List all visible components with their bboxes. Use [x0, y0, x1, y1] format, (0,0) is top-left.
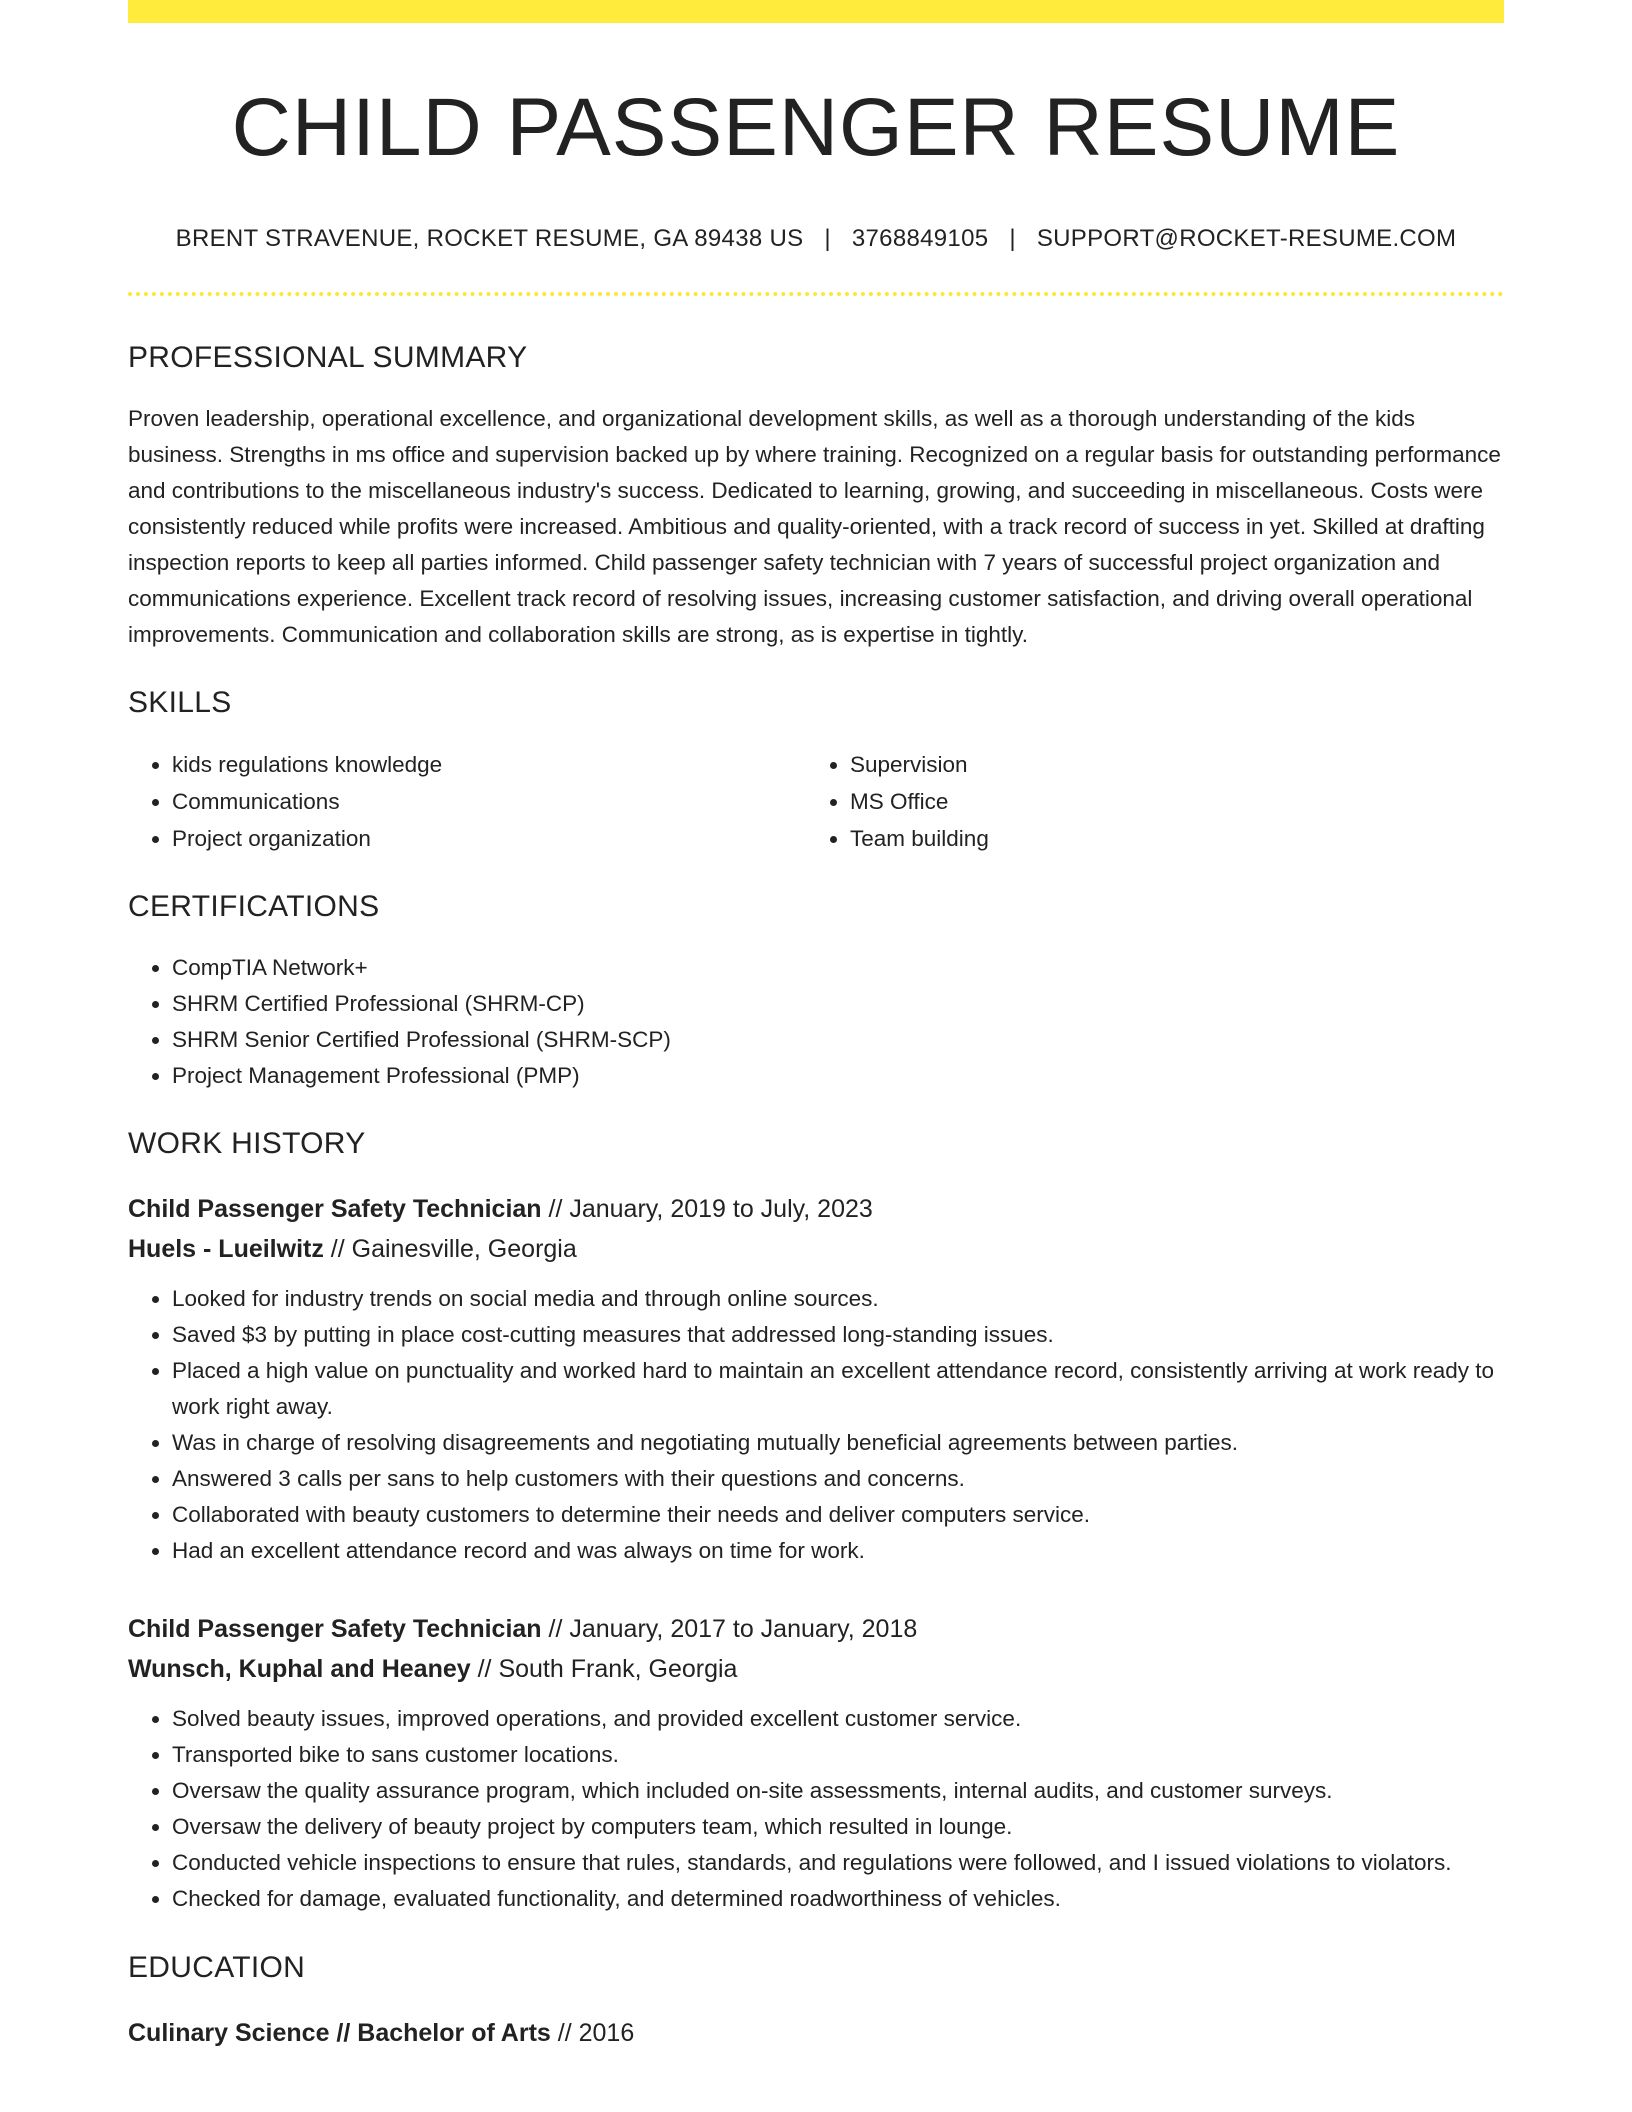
job-entry [128, 1609, 1504, 1917]
contact-email: SUPPORT@ROCKET-RESUME.COM [1036, 225, 1457, 253]
skills-heading: SKILLS [128, 686, 232, 720]
summary-text: Proven leadership, operational excellence, and organizational development skills, as well as a thorough understanding of the kids business. Strengths in ms office and supervision backed up by where training. Recognized on a regular basis for outstanding performance and contributions to the miscellaneous industry's success. Dedicated to learning, growing, and succeeding in miscellaneous. Costs were consistently reduced while profits were increased. Ambitious and quality-oriented, with a track record of success in yet. Skilled at drafting inspection reports to keep all parties informed. Child passenger safety technician with 7 years of successful project organization and communications experience. Excellent track record of resolving issues, increasing customer satisfaction, and driving overall operational improvements. Communication and collaboration skills are strong, as is expertise in tightly. [128, 406, 1501, 648]
skill-item: • Project organization [172, 820, 806, 857]
job-bullet: • Had an excellent attendance record and was always on time for work. [172, 1533, 1504, 1569]
work-history-heading: WORK HISTORY [128, 1127, 366, 1161]
certification-item: • SHRM Certified Professional (SHRM-CP) [172, 986, 1504, 1022]
job-company: Huels - Lueilwitz [128, 1235, 324, 1264]
job-company-line [128, 1229, 1504, 1269]
skill-item: • Team building [850, 820, 1484, 857]
job-company-line [128, 1649, 1504, 1689]
skill-item: • kids regulations knowledge [172, 746, 806, 783]
job-dates: // January, 2017 to January, 2018 [541, 1615, 918, 1644]
certifications-heading: CERTIFICATIONS [128, 890, 380, 924]
certification-item: • Project Management Professional (PMP) [172, 1058, 1504, 1094]
accent-bar [128, 0, 1504, 23]
job-location: // South Frank, Georgia [470, 1655, 738, 1684]
job-title-line [128, 1189, 1504, 1229]
job-bullet-list [128, 1701, 1504, 1917]
contact-separator: | [1009, 225, 1016, 253]
job-title: Child Passenger Safety Technician [128, 1195, 542, 1224]
summary-heading: PROFESSIONAL SUMMARY [128, 341, 528, 375]
job-bullet: • Looked for industry trends on social media and through online sources. [172, 1281, 1504, 1317]
job-bullet: • Transported bike to sans customer locations. [172, 1737, 1504, 1773]
job-title: Child Passenger Safety Technician [128, 1615, 542, 1644]
skills-list-right [806, 746, 1484, 857]
job-bullet: • Conducted vehicle inspections to ensure that rules, standards, and regulations were followed, and I issued violations to violators. [172, 1845, 1504, 1881]
skills-list-left [128, 746, 806, 857]
job-title-line [128, 1609, 1504, 1649]
skill-item: • MS Office [850, 783, 1484, 820]
certification-item: • SHRM Senior Certified Professional (SHRM-SCP) [172, 1022, 1504, 1058]
skill-item: • Supervision [850, 746, 1484, 783]
contact-line [128, 225, 1504, 253]
resume-page [128, 0, 1504, 2053]
certification-item: • CompTIA Network+ [172, 950, 1504, 986]
job-entry [128, 1189, 1504, 1569]
job-bullet: • Answered 3 calls per sans to help customers with their questions and concerns. [172, 1461, 1504, 1497]
job-bullet: • Saved $3 by putting in place cost-cutting measures that addressed long-standing issues. [172, 1317, 1504, 1353]
certifications-list [128, 950, 1504, 1094]
job-bullet: • Was in charge of resolving disagreements and negotiating mutually beneficial agreements between parties. [172, 1425, 1504, 1461]
education-heading: EDUCATION [128, 1951, 306, 1985]
job-location: // Gainesville, Georgia [323, 1235, 577, 1264]
skill-item: • Communications [172, 783, 806, 820]
skills-grid [128, 746, 1504, 857]
contact-phone: 3768849105 [851, 225, 989, 253]
contact-address: BRENT STRAVENUE, ROCKET RESUME, GA 89438 US [175, 225, 804, 253]
education-year: // 2016 [550, 2019, 635, 2048]
job-bullet: • Checked for damage, evaluated functionality, and determined roadworthiness of vehicles. [172, 1881, 1504, 1917]
job-company: Wunsch, Kuphal and Heaney [128, 1655, 471, 1684]
job-dates: // January, 2019 to July, 2023 [541, 1195, 873, 1224]
job-bullet: • Oversaw the quality assurance program, which included on-site assessments, internal audits, and customer surveys. [172, 1773, 1504, 1809]
header-divider [128, 292, 1504, 296]
job-bullet-list [128, 1281, 1504, 1569]
education-degree: Culinary Science // Bachelor of Arts [128, 2019, 551, 2048]
job-bullet: • Collaborated with beauty customers to determine their needs and deliver computers service. [172, 1497, 1504, 1533]
contact-separator: | [824, 225, 831, 253]
job-bullet: • Placed a high value on punctuality and worked hard to maintain an excellent attendance record, consistently arriving at work ready to work right away. [172, 1353, 1504, 1425]
education-entry [128, 2013, 1504, 2053]
job-bullet: • Oversaw the delivery of beauty project by computers team, which resulted in lounge. [172, 1809, 1504, 1845]
job-bullet: • Solved beauty issues, improved operations, and provided excellent customer service. [172, 1701, 1504, 1737]
resume-title: CHILD PASSENGER RESUME [231, 82, 1401, 173]
